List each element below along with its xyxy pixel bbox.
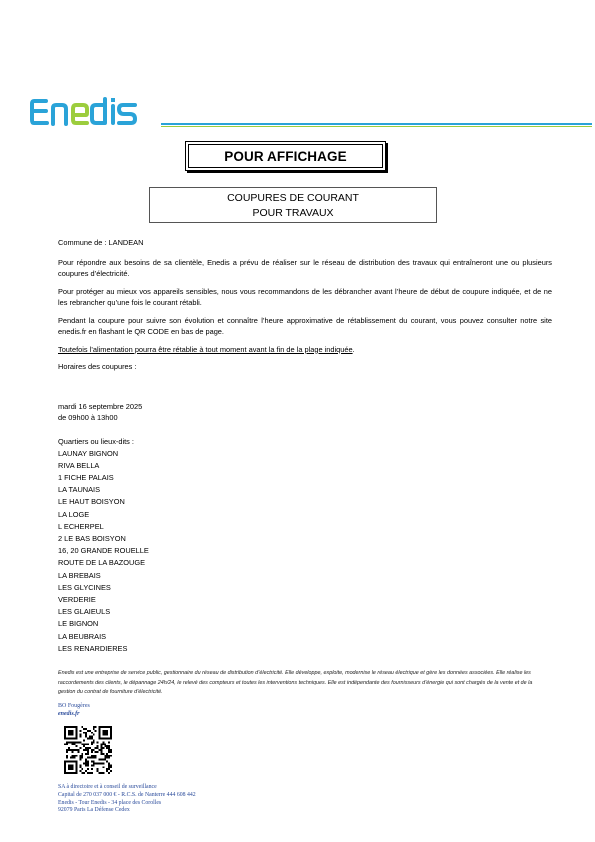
quartier-item: RIVA BELLA [58,460,100,470]
paragraph-4-text: Toutefois l’alimentation pourra être rétablie à tout moment avant la fin de la plage indiquée [58,344,353,354]
paragraph-1: Pour répondre aux besoins de sa clientèle, Enedis a prévu de réaliser sur le réseau de distribution des travaux qui entraîneront une ou plusieurs coupures d’électricité. [58,257,552,278]
quartier-item: LA BREBAIS [58,570,101,580]
title-line-1: COUPURES DE COURANT [227,192,359,204]
paragraph-3: Pendant la coupure pour suivre son évolution et connaître l’heure approximative de rétablissement du courant, vous pouvez consulter notre site enedis.fr en flashant le QR CODE en bas de page. [58,315,552,336]
quartier-item: LAUNAY BIGNON [58,448,119,458]
quartier-item: LE BIGNON [58,619,99,629]
quartier-item: 2 LE BAS BOISYON [58,534,126,543]
legal-line: 92079 Paris La Défense Cedex [58,807,130,814]
horaires-label: Horaires des coupures : [58,362,137,371]
title-box [149,187,437,223]
qr-code[interactable] [64,726,112,774]
legal-block [58,784,196,815]
notice-body [58,237,552,655]
logo-underline-rule [161,123,592,125]
quartier-item: LES RENARDIERES [58,643,128,653]
quartiers-label: Quartiers ou lieux-dits : [58,436,134,446]
pour-affichage-label: POUR AFFICHAGE [224,148,347,164]
pour-affichage-box [185,141,386,171]
legal-line: SA à directoire et à conseil de surveillance [58,784,157,790]
paragraph-2: Pour protéger au mieux vos appareils sensibles, nous vous recommandons de les débrancher avant l’heure de début de coupure indiquée, et de ne les rebrancher qu’une fois le courant rétabli. [58,286,552,307]
quartier-item: LE HAUT BOISYON [58,497,125,507]
legal-line: Capital de 270 037 000 € - R.C.S. de Nanterre 444 608 442 [58,791,196,798]
quartier-item: LES GLAIEULS [58,607,111,617]
quartier-item: 1 FICHE PALAIS [58,473,114,483]
legal-line: Enedis - Tour Enedis - 34 place des Corolles [58,799,162,806]
quartier-item: ROUTE DE LA BAZOUGE [58,558,146,568]
bo-block [58,703,90,718]
paragraph-4 [58,344,552,356]
paragraph-4-end: . [352,344,355,354]
quartier-item: L ECHERPEL [58,521,104,531]
quartier-item: LES GLYCINES [58,582,111,592]
quartier-item: LA TAUNAIS [58,485,101,495]
quartier-item: 16, 20 GRANDE ROUELLE [58,546,149,556]
enedis-description: Enedis est une entreprise de service public, gestionnaire du réseau de distribution d’électricité. Elle développe, exploite, modernise le réseau électrique et gère les données associées. Elle réalise les raccordements des clients, le dépannage 24h/24, le relevé des compteurs et toutes les interventions techniques. Elle est indépendante des fournisseurs d’énergie qui sont chargés de la vente et de la gestion du contrat de fourniture d’électricité. [58,670,533,695]
bo-name: BO Fougères [58,703,90,709]
schedule [58,401,552,424]
commune: Commune de : LANDEAN [58,238,144,247]
schedule-date: mardi 16 septembre 2025 [58,401,143,411]
quartiers-list [58,448,552,655]
enedis-logo [29,97,157,129]
quartiers-section [58,436,552,655]
title-line-2: POUR TRAVAUX [252,207,334,219]
quartier-item: VERDERIE [58,594,96,604]
quartier-item: LA BEUBRAIS [58,631,107,641]
site-link[interactable]: enedis.fr [58,710,80,717]
schedule-time: de 09h00 à 13h00 [58,413,118,422]
quartier-item: LA LOGE [58,509,90,519]
